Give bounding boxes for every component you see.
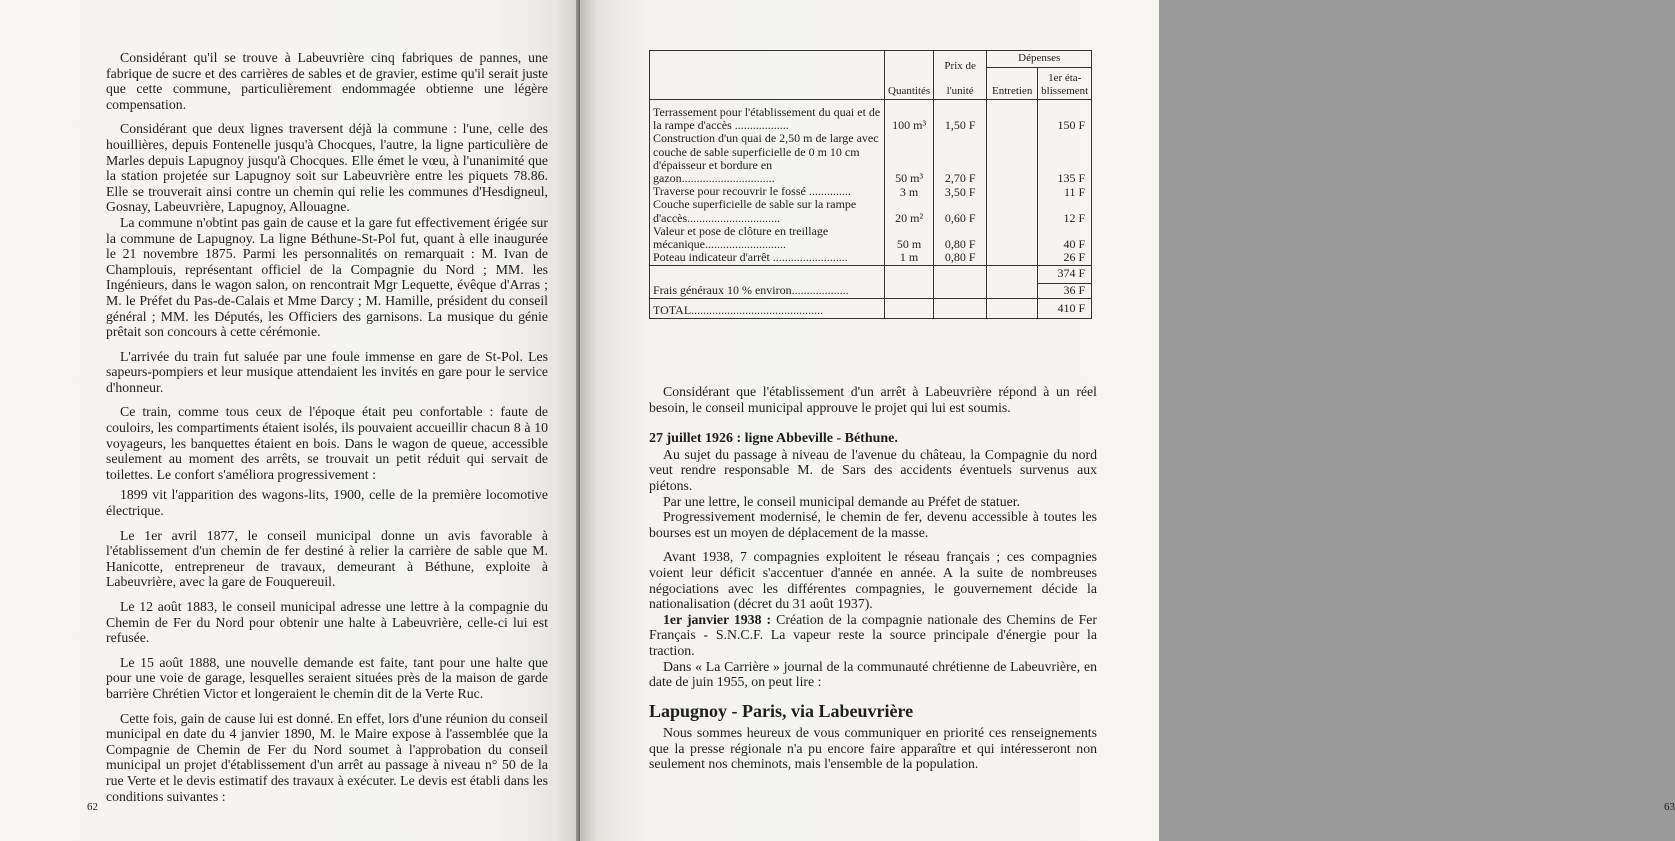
table-body-quantities	[885, 100, 934, 266]
page-number: 62	[87, 801, 98, 813]
table-row	[650, 100, 1092, 266]
table-body-etablissement	[1038, 100, 1092, 266]
paragraph: Avant 1938, 7 compagnies exploitent le réseau français ; ces compagnies voient leur déficit s'accentuer d'année en année. A la suite de nombreuses négociations avec les différentes compagnies, le gouvernement décide la nationalisation (décret du 31 août 1937).	[649, 549, 1097, 612]
row-desc: Couche superficielle de sable sur la rampe d'accès...............................	[653, 197, 857, 225]
paragraph: La commune n'obtint pas gain de cause et la gare fut effectivement érigée sur la commune de Lapugnoy. La ligne Béthune-St-Pol fut, quant à elle inaugurée le 21 novembre 1875. Parmi les personnalités on remarquait : M. Ivan de Champlouis, représentant officiel de la Compagnie du Nord ; MM. les Ingénieurs, dans le wagon salon, on rencontrait Mgr Lequette, évêque d'Arras ; M. le Préfet du Pas-de-Calais et Mme Darcy ; M. Hamille, président du conseil général ; MM. les Députés, les Officiers des garnisons. La musique du génie prêtait son concours à cette cérémonie.	[106, 214, 548, 340]
row-price: 0,80 F	[944, 250, 976, 265]
subtotal-value: 374 F	[1057, 266, 1086, 281]
header-entretien: Entretien	[987, 68, 1038, 100]
total-label: TOTAL............................................	[650, 298, 885, 318]
header-prix-line2: l'unité	[946, 84, 974, 97]
row-etab: 12 F	[1063, 210, 1086, 225]
empty-cell	[934, 266, 987, 298]
paragraph: Au sujet du passage à niveau de l'avenue du château, la Compagnie du nord veut rendre responsable M. de Sars des accidents éventuels survenus aux piétons.	[649, 446, 1097, 493]
paragraph	[649, 612, 1097, 659]
paragraph: Dans « La Carrière » journal de la communauté chrétienne de Labeuvrière, en date de juin 1955, on peut lire :	[649, 658, 1097, 690]
header-etab-line2: blissement	[1041, 84, 1089, 97]
row-qty: 50 m³	[895, 171, 924, 186]
table-row	[650, 298, 1092, 318]
row-qty: 3 m	[899, 184, 919, 199]
row-price: 0,60 F	[944, 210, 976, 225]
empty-cell	[987, 298, 1038, 318]
row-qty: 50 m	[896, 237, 922, 252]
table-header-empty	[650, 51, 885, 100]
paragraph: Considérant qu'il se trouve à Labeuvrière cinq fabriques de pannes, une fabrique de sucre et des carrières de sables et de gravier, estime qu'il serait juste que cette commune, particulièrement endommagée obtienne une légère compensation.	[106, 50, 548, 112]
table-row	[650, 266, 1092, 298]
section-heading: 27 juillet 1926 : ligne Abbeville - Béthune.	[649, 431, 898, 447]
paragraph: Le 12 août 1883, le conseil municipal adresse une lettre à la compagnie du Chemin de Fer du Nord pour obtenir une halte à Labeuvrière, celle-ci lui est refusée.	[106, 599, 548, 646]
paragraph: Le 15 août 1888, une nouvelle demande est faite, tant pour une halte que pour une voie de garage, lesquelles seraient situées près de la maison de garde barrière Chrétien Victor et longeraient le chemin dit de la Verte Ruc.	[106, 654, 548, 701]
page-number: 63	[1664, 801, 1675, 813]
header-quantites: Quantités	[885, 51, 934, 100]
paragraph: Nous sommes heureux de vous communiquer en priorité ces renseignements que la presse régionale n'a pu encore faire apparaître et qui intéresseront non seulement nos cheminots, mais l'ensemble de la population.	[649, 725, 1097, 772]
row-etab: 135 F	[1057, 171, 1086, 186]
row-etab: 11 F	[1064, 184, 1086, 199]
frais-label: Frais généraux 10 % environ...................	[650, 266, 885, 298]
paragraph: L'arrivée du train fut saluée par une foule immense en gare de St-Pol. Les sapeurs-pompiers et leur musique attendaient les invités en gare pour le service d'honneur.	[106, 348, 548, 395]
table-body-entretien	[987, 100, 1038, 266]
left-page	[0, 0, 580, 841]
estimate-table	[649, 50, 1092, 319]
row-qty: 20 m²	[895, 210, 924, 225]
date-bold: 1er janvier 1938 :	[663, 611, 772, 627]
left-text-column	[106, 50, 548, 804]
table-body-prices	[934, 100, 987, 266]
paragraph: Par une lettre, le conseil municipal demande au Préfet de statuer.	[663, 493, 1021, 509]
row-price: 2,70 F	[944, 171, 976, 186]
row-qty: 1 m	[899, 250, 919, 265]
right-text-column	[649, 384, 1097, 772]
empty-cell	[885, 266, 934, 298]
header-depenses: Dépenses	[987, 51, 1092, 68]
row-desc: Construction d'un quai de 2,50 m de large avec couche de sable superficielle de 0 m 10 cm d'épaisseur et bordure en gazon...............................	[653, 131, 879, 186]
paragraph: 1899 vit l'apparition des wagons-lits, 1900, celle de la première locomotive électrique.	[106, 487, 548, 519]
row-desc: Traverse pour recouvrir le fossé ..............	[653, 184, 851, 199]
paragraph: Le 1er avril 1877, le conseil municipal donne un avis favorable à l'établissement d'un chemin de fer destiné à relier la carrière de sable que M. Hanicotte, entrepreneur de travaux, demeurant à Béthune, exploite à Labeuvrière, avec la gare de Fouquereuil.	[106, 527, 548, 590]
estimate-table-container	[649, 50, 1092, 319]
header-etab-line1: 1er éta-	[1048, 71, 1082, 84]
row-etab: 150 F	[1057, 118, 1086, 133]
row-price: 0,80 F	[944, 237, 976, 252]
paragraph: Considérant que deux lignes traversent déjà la commune : l'une, celle des houillières, depuis Fontenelle jusqu'à Chocques, l'autre, la ligne particulière de Marles depuis Lapugnoy jusqu'à Chocques. Elle émet le vœu, à l'unanimité que la station projetée sur Lapugnoy soit sur Labeuvrière entre les piquets 78.86. Elle se trouverait ainsi contre un chemin qui relie les communes d'Hesdigneul, Gosnay, Labeuvrière, Lapugnoy, Allouagne.	[106, 121, 548, 215]
empty-cell	[885, 298, 934, 318]
header-prix	[934, 51, 987, 100]
header-prix-line1: Prix de	[944, 59, 976, 72]
subtotal-and-frais	[1038, 266, 1092, 298]
article-heading: Lapugnoy - Paris, via Labeuvrière	[649, 700, 914, 721]
row-desc: Valeur et pose de clôture en treillage mécanique...........................	[653, 223, 829, 252]
paragraph: Considérant que l'établissement d'un arrêt à Labeuvrière répond à un réel besoin, le conseil municipal approuve le projet qui lui est soumis.	[649, 384, 1097, 415]
row-desc: Terrassement pour l'établissement du quai et de la rampe d'accès ..................	[653, 105, 881, 133]
row-price: 1,50 F	[944, 118, 976, 133]
row-qty: 100 m³	[892, 118, 927, 133]
frais-value: 36 F	[1038, 283, 1091, 297]
row-etab: 40 F	[1063, 237, 1086, 252]
paragraph: Cette fois, gain de cause lui est donné. En effet, lors d'une réunion du conseil municipal en date du 4 janvier 1890, M. le Maire expose à l'assemblée que la Compagnie de Chemin de Fer du Nord soumet à l'approbation du conseil municipal un projet d'établissement d'un arrêt au passage à niveau n° 50 de la rue Verte et le devis estimatif des travaux à exécuter. Le devis est établi dans les conditions suivantes :	[106, 710, 548, 804]
total-value: 410 F	[1038, 298, 1092, 318]
row-desc: Poteau indicateur d'arrêt .........................	[653, 250, 848, 265]
empty-cell	[987, 266, 1038, 298]
row-etab: 26 F	[1063, 250, 1086, 265]
paragraph-rest: Création de la compagnie nationale des Chemins de Fer Français - S.N.C.F. La vapeur reste la source principale d'énergie pour la traction.	[649, 611, 1097, 658]
empty-cell	[934, 298, 987, 318]
row-price: 3,50 F	[944, 184, 976, 199]
table-body-descriptions	[650, 100, 885, 266]
paragraph: Ce train, comme tous ceux de l'époque était peu confortable : faute de couloirs, les compartiments étaient isolés, ils pouvaient accueillir chacun 8 à 10 voyageurs, les banquettes étaient en bois. Dans le wagon de queue, accessible seulement au moment des arrêts, se trouvait un petit réduit qui servait de toilettes. Le confort s'améliora progressivement :	[106, 404, 548, 482]
header-etablissement	[1038, 68, 1092, 100]
paragraph: Progressivement modernisé, le chemin de fer, devenu accessible à toutes les bourses est un moyen de déplacement de la masse.	[649, 509, 1097, 540]
